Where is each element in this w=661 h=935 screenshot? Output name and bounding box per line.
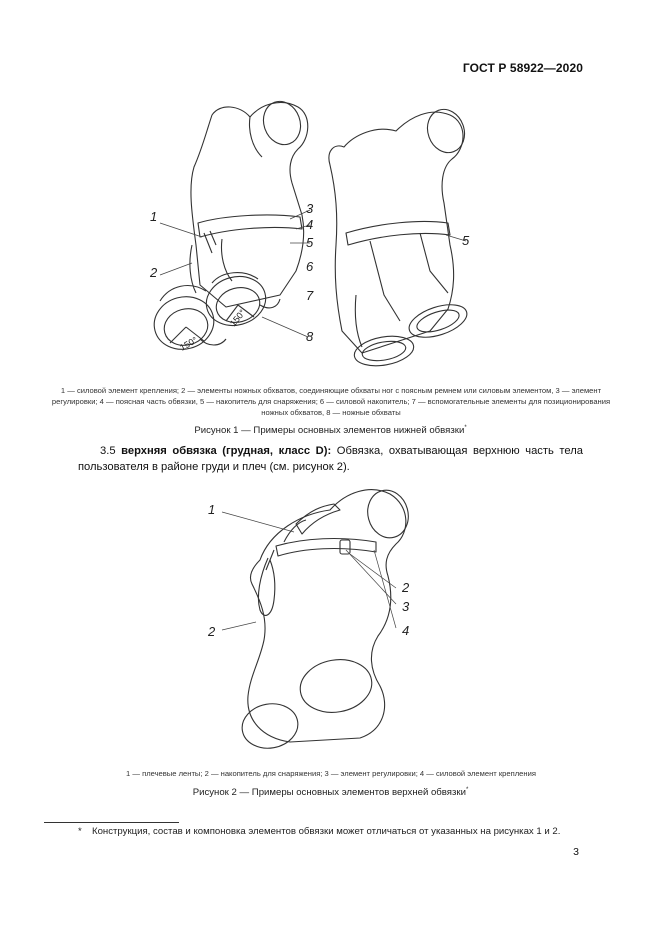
chest-strap [276,539,376,556]
term-text: Обвязка, охватывающая верхнюю часть тела пользователя в районе груди и плеч (см. рисунок 2). [78,445,584,473]
fig1-callout-5: 5 [306,235,314,250]
waist-belt [198,215,302,237]
fig1-callout-7: 7 [306,288,314,303]
fig1-callout-5-rear: 5 [462,233,470,248]
term-name: верхняя обвязка (грудная, класс D): [121,445,332,457]
term-number: 3.5 [100,445,116,457]
fig1-callout-4: 4 [306,217,314,232]
fig1-callout-3: 3 [306,201,314,216]
page-number: 3 [573,846,579,858]
fig2-callout-2-right: 2 [402,580,410,595]
figure-1-caption: Рисунок 1 — Примеры основных элементов нижней обвязки* [194,425,467,437]
standard-code: ГОСТ Р 58922—2020 [462,61,583,75]
shoulder-straps [296,504,340,534]
angle-label-left: 150° [178,334,200,353]
footnote-divider [44,822,179,823]
fig2-callout-4: 4 [402,623,410,638]
fig2-callout-3: 3 [402,599,410,614]
footnote-text: Конструкция, состав и компоновка элементов обвязки может отличаться от указанных на рисунках 1 и 2. [92,826,561,837]
fig1-callout-1: 1 [150,209,158,224]
figure-2-drawing [200,480,440,755]
fig1-callout-2: 2 [150,265,158,280]
mannequin-front-torso [191,102,308,307]
term-definition [78,443,583,475]
rear-belt [346,221,450,245]
angle-label-right: 150° [227,307,248,329]
figure-1-legend: 1 — силовой элемент крепления; 2 — элементы ножных обхватов, соединяющие обхваты ног с поясным ремнем или силовым элементом, 3 — элемент регулировки; 4 — поясная часть обвязки, 5 — накопитель для снаряжения; 6 — силовой накопитель; 7 — вспомогательные элементы для позиционирования ножных обхватов, 8 — ножные обхваты [51,386,611,417]
fig1-callout-8: 8 [306,329,314,344]
rear-leg-loop-left [352,332,416,370]
fig2-callout-1: 1 [208,502,216,517]
footnote-mark: * [78,826,82,837]
figure-1-drawing [130,95,490,370]
figure-2-caption: Рисунок 2 — Примеры основных элементов верхней обвязки* [192,787,469,799]
gear-loop [258,558,274,615]
caption-footnote-mark: * [465,787,469,793]
caption-footnote-mark: * [464,425,467,431]
figure-1-illustration [130,95,490,370]
fig2-callout-2-left: 2 [208,624,216,639]
footnote [78,826,598,837]
figure-2-illustration [200,480,440,755]
figure-2-legend: 1 — плечевые ленты; 2 — накопитель для снаряжения; 3 — элемент регулировки; 4 — силовой элемент крепления [126,769,536,778]
fig1-callout-6: 6 [306,259,314,274]
